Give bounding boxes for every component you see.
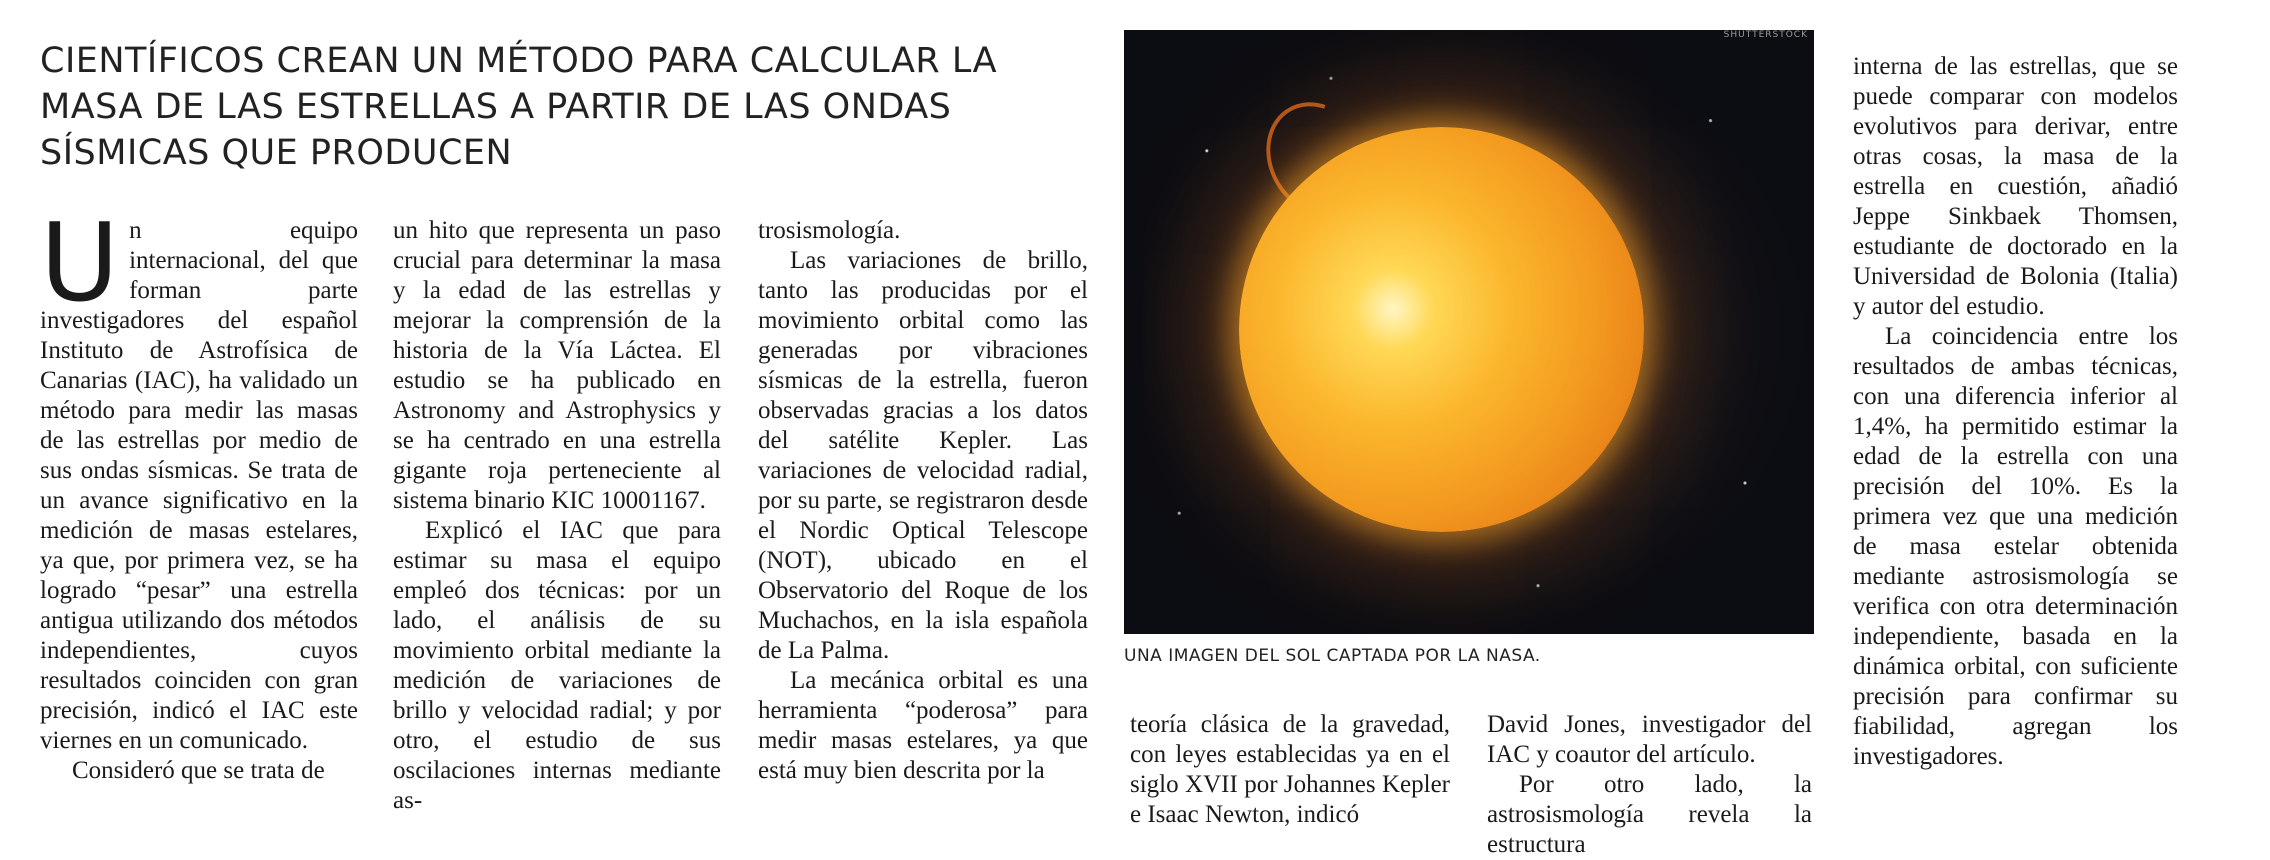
paragraph: David Jones, investigador del IAC y coautor del artículo. [1487,711,1812,768]
paragraph: Consideró que se trata de [72,757,325,784]
paragraph: La coincidencia entre los resultados de ambas técnicas, con una diferencia inferior al 1,4%, ha permitido estimar la edad de la estrella con una precisión del 10%. Es la primera vez que una medición de masa estelar obtenida mediante astrosismología se verifica con otra determinación independiente, basada en la dinámica orbital, con suficiente precisión para confirmar su fiabilidad, agregan los investigadores. [1853,323,2178,770]
paragraph: trosismología. [758,217,901,244]
article-column-1 [40,201,358,786]
article-column-2 [393,216,721,816]
photo-caption: UNA IMAGEN DEL SOL CAPTADA POR LA NASA. [1124,646,1541,666]
paragraph: interna de las estrellas, que se puede comparar con modelos evolutivos para derivar, entre otras cosas, la masa de la estrella en cuestión, añadió Jeppe Sinkbaek Thomsen, estudiante de doctorado en la Universidad de Bolonia (Italia) y autor del estudio. [1853,53,2178,320]
headline: CIENTÍFICOS CREAN UN MÉTODO PARA CALCULAR LA MASA DE LAS ESTRELLAS A PARTIR DE LAS ONDAS SÍSMICAS QUE PRODUCEN [40,41,998,173]
paragraph: Explicó el IAC que para estimar su masa el equipo empleó dos técnicas: por un lado, el análisis de su movimiento orbital mediante la medición de variaciones de brillo y velocidad radial; y por otro, el estudio de sus oscilaciones internas mediante as- [393,517,721,814]
sun-photo [1124,30,1814,634]
paragraph: un hito que representa un paso crucial para determinar la masa y la edad de las estrellas y mejorar la comprensión de la historia de la Vía Láctea. El estudio se ha publicado en Astronomy and Astrophysics y se ha centrado en una estrella gigante roja perteneciente al sistema binario KIC 10001167. [393,217,721,514]
paragraph [40,201,358,756]
paragraph: La mecánica orbital es una herramienta “poderosa” para medir masas estelares, ya que está muy bien descrita por la [758,667,1088,784]
article-column-5 [1487,710,1812,860]
paragraph-text: n equipo internacional, del que forman parte investigadores del español Instituto de Astrofísica de Canarias (IAC), ha validado un método para medir las masas de las estrellas por medio de sus ondas sísmicas. Se trata de un avance significativo en la medición de masas estelares, ya que, por primera vez, se ha logrado “pesar” una estrella antigua utilizando dos métodos independientes, cuyos resultados coinciden con gran precisión, indicó el IAC este viernes en un comunicado. [40,217,358,754]
article-column-3 [758,216,1088,786]
photo-credit: SHUTTERSTOCK [1723,30,1808,40]
paragraph: Las variaciones de brillo, tanto las producidas por el movimiento orbital como las generadas por vibraciones sísmicas de la estrella, fueron observadas gracias a los datos del satélite Kepler. Las variaciones de velocidad radial, por su parte, se registraron desde el Nordic Optical Telescope (NOT), ubicado en el Observatorio del Roque de los Muchachos, en la isla española de La Palma. [758,247,1088,664]
article-column-4 [1130,710,1450,830]
article-column-6 [1853,52,2178,772]
sun-image [1239,127,1644,532]
drop-cap: U [40,201,120,326]
paragraph: teoría clásica de la gravedad, con leyes establecidas ya en el siglo XVII por Johannes Kepler e Isaac Newton, indicó [1130,711,1450,828]
paragraph: Por otro lado, la astrosismología revela la estructura [1487,771,1812,858]
